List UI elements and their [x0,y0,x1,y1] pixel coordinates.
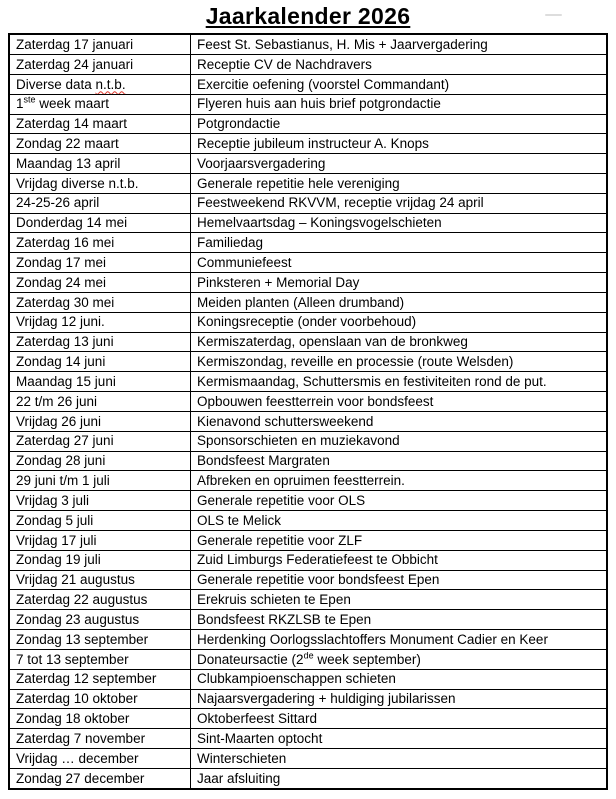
cell-text: Generale repetitie voor OLS [197,492,366,508]
event-cell [191,372,608,392]
date-cell [9,213,191,233]
cell-text: Zondag 27 december [16,770,145,786]
table-row [9,610,607,630]
date-cell [9,94,191,114]
event-cell [191,451,608,471]
date-cell [9,610,191,630]
cell-text: Najaarsvergadering + huldiging jubilarissen [197,691,456,707]
event-cell [191,431,608,451]
event-cell [191,550,608,570]
event-cell [191,471,608,491]
cell-text: Receptie CV de Nachdravers [197,56,372,72]
event-cell [191,94,608,114]
cell-text: Sponsorschieten en muziekavond [197,433,400,449]
date-cell [9,34,191,55]
table-row [9,94,607,114]
cell-text: Erekruis schieten te Epen [197,592,351,608]
event-cell [191,352,608,372]
calendar-table [8,33,608,790]
table-row [9,55,607,75]
cell-text: Zaterdag 22 augustus [16,592,148,608]
event-cell [191,709,608,729]
cell-text: Zondag 17 mei [16,254,107,270]
cell-text: Feest St. Sebastianus, H. Mis + Jaarvergadering [197,36,488,52]
cell-text: Zondag 23 augustus [16,611,140,627]
table-row [9,431,607,451]
event-cell [191,213,608,233]
event-cell [191,233,608,253]
table-row [9,630,607,650]
date-cell [9,669,191,689]
cell-text: Zondag 22 maart [16,135,119,151]
date-cell [9,233,191,253]
date-cell [9,590,191,610]
cell-text: Bondsfeest Margraten [197,453,330,469]
table-row [9,34,607,55]
table-row [9,550,607,570]
cell-text: Zaterdag 17 januari [16,36,134,52]
cell-text: Oktoberfeest Sittard [197,711,318,726]
date-cell [9,530,191,550]
table-row [9,649,607,669]
cell-text: Maandag 15 juni [16,373,116,389]
date-cell [9,352,191,372]
cell-text: Afbreken en opruimen feestterrein. [197,473,405,489]
date-cell [9,253,191,273]
table-row [9,669,607,689]
cell-text: Zondag 5 juli [16,512,94,528]
event-cell [191,610,608,630]
date-cell [9,392,191,412]
table-row [9,768,607,789]
cell-text: Zaterdag 13 juni [16,334,114,350]
cell-text: Zaterdag 27 juni [16,433,114,449]
table-row [9,312,607,332]
cell-text: Generale repetitie voor ZLF [197,532,363,548]
date-cell [9,273,191,293]
date-cell [9,173,191,193]
cell-text: Herdenking Oorlogsslachtoffers Monument Cadier en Keer [197,631,548,647]
date-cell [9,114,191,134]
date-cell [9,709,191,729]
cell-text: Exercitie oefening (voorstel Commandant) [197,76,450,92]
event-cell [191,669,608,689]
event-cell [191,530,608,550]
date-cell [9,729,191,749]
table-row [9,74,607,94]
date-cell [9,292,191,312]
cell-text: Familiedag [197,235,264,251]
event-cell [191,649,608,669]
cell-text: Flyeren huis aan huis brief potgrondactie [197,96,441,112]
date-cell [9,471,191,491]
cell-text: Zondag 19 juli [16,552,101,568]
cell-text: OLS te Melick [197,512,282,528]
cell-text: Receptie jubileum instructeur A. Knops [197,135,429,151]
date-cell [9,55,191,75]
cell-text: Pinksteren + Memorial Day [197,274,360,290]
event-cell [191,729,608,749]
cell-text: Vrijdag 21 augustus [16,572,135,588]
cell-text: Vrijdag 3 juli [16,492,90,508]
event-cell [191,630,608,650]
cell-text: Zaterdag 24 januari [16,56,134,72]
table-row [9,372,607,392]
table-row [9,729,607,749]
cell-text: week maart [35,96,110,112]
cell-text: 29 juni t/m 1 juli [16,473,110,489]
cell-text: Voorjaarsvergadering [197,155,326,171]
table-row [9,134,607,154]
table-row [9,451,607,471]
event-cell [191,491,608,511]
table-row [9,590,607,610]
date-cell [9,134,191,154]
cell-text: Potgrondactie [197,116,281,132]
cell-text: Sint-Maarten optocht [197,730,323,746]
table-row [9,392,607,412]
cell-text: Donateursactie (2 [197,651,304,667]
table-row [9,411,607,431]
event-cell [191,689,608,709]
table-row [9,154,607,174]
cell-text: Clubkampioenschappen schieten [197,671,396,687]
cell-text: Donderdag 14 mei [16,215,128,231]
date-cell [9,689,191,709]
date-cell [9,768,191,789]
cell-text: Zondag 28 juni [16,453,106,469]
table-row [9,173,607,193]
cell-text: Zondag 14 juni [16,354,106,370]
event-cell [191,74,608,94]
cell-text: Maandag 13 april [16,155,121,171]
cell-text: Jaar afsluiting [197,770,281,786]
spellcheck-flagged-text: n.t.b. [95,76,126,92]
event-cell [191,134,608,154]
cell-text: Vrijdag 12 juni. [16,314,105,330]
cell-text: Hemelvaartsdag – Koningsvogelschieten [197,215,442,231]
superscript-text: ste [23,94,36,105]
date-cell [9,372,191,392]
date-cell [9,570,191,590]
cell-text: Vrijdag … december [16,750,139,766]
cell-text: 1 [16,96,24,112]
event-cell [191,55,608,75]
table-row [9,689,607,709]
cell-text: week september) [313,651,421,667]
date-cell [9,491,191,511]
page-title: Jaarkalender 2026 [205,3,411,29]
cell-text: Feestweekend RKVVM, receptie vrijdag 24 april [197,195,484,211]
date-cell [9,312,191,332]
event-cell [191,590,608,610]
cell-text: Meiden planten (Alleen drumband) [197,294,405,310]
event-cell [191,114,608,134]
cell-text: 7 tot 13 september [16,651,129,667]
cell-text: Zaterdag 12 september [16,671,157,687]
cell-text: Zondag 13 september [16,631,149,647]
table-row [9,570,607,590]
date-cell [9,550,191,570]
date-cell [9,749,191,769]
event-cell [191,411,608,431]
table-row [9,253,607,273]
cell-text: Kermiszaterdag, openslaan van de bronkweg [197,334,468,350]
date-cell [9,193,191,213]
event-cell [191,34,608,55]
table-row [9,193,607,213]
cell-text: Kienavond schuttersweekend [197,413,374,429]
event-cell [191,253,608,273]
date-cell [9,74,191,94]
cell-text: Zaterdag 16 mei [16,235,115,251]
date-cell [9,411,191,431]
table-row [9,114,607,134]
cell-text: Zondag 24 mei [16,274,107,290]
cell-text: Winterschieten [197,750,287,766]
calendar-table-body [9,34,607,789]
cell-text: Generale repetitie voor bondsfeest Epen [197,572,440,588]
date-cell [9,649,191,669]
table-row [9,471,607,491]
event-cell [191,768,608,789]
event-cell [191,193,608,213]
cell-text: Kermiszondag, reveille en processie (route Welsden) [197,354,514,370]
event-cell [191,332,608,352]
superscript-text: de [303,650,314,661]
cell-text: 24-25-26 april [16,195,100,211]
scan-artifact-mark [545,14,562,16]
cell-text: Zaterdag 7 november [16,730,146,746]
cell-text: Zaterdag 14 maart [16,116,128,132]
cell-text: Zaterdag 30 mei [16,294,115,310]
table-row [9,292,607,312]
cell-text: Zaterdag 10 oktober [16,691,138,707]
event-cell [191,292,608,312]
date-cell [9,451,191,471]
cell-text: Opbouwen feestterrein voor bondsfeest [197,393,434,409]
cell-text: Diverse data [16,76,96,92]
event-cell [191,570,608,590]
cell-text: Communiefeest [197,254,292,270]
event-cell [191,511,608,531]
cell-text: Zuid Limburgs Federatiefeest te Obbicht [197,552,438,568]
table-row [9,511,607,531]
date-cell [9,154,191,174]
table-row [9,491,607,511]
event-cell [191,749,608,769]
event-cell [191,154,608,174]
event-cell [191,273,608,293]
table-row [9,233,607,253]
table-row [9,352,607,372]
cell-text: Vrijdag diverse n.t.b. [16,175,139,191]
table-row [9,273,607,293]
table-row [9,213,607,233]
event-cell [191,392,608,412]
table-row [9,332,607,352]
cell-text: Bondsfeest RKZLSB te Epen [197,611,372,627]
cell-text: Kermismaandag, Schuttersmis en festiviteiten rond de put. [197,373,547,389]
date-cell [9,511,191,531]
event-cell [191,173,608,193]
cell-text: Vrijdag 17 juli [16,532,97,548]
cell-text: Generale repetitie hele vereniging [197,175,400,191]
table-row [9,709,607,729]
date-cell [9,431,191,451]
date-cell [9,630,191,650]
cell-text: Zondag 18 oktober [16,711,130,726]
date-cell [9,332,191,352]
cell-text: 22 t/m 26 juni [16,393,98,409]
cell-text: Koningsreceptie (onder voorbehoud) [197,314,417,330]
cell-text: Vrijdag 26 juni [16,413,102,429]
event-cell [191,312,608,332]
table-row [9,530,607,550]
table-row [9,749,607,769]
